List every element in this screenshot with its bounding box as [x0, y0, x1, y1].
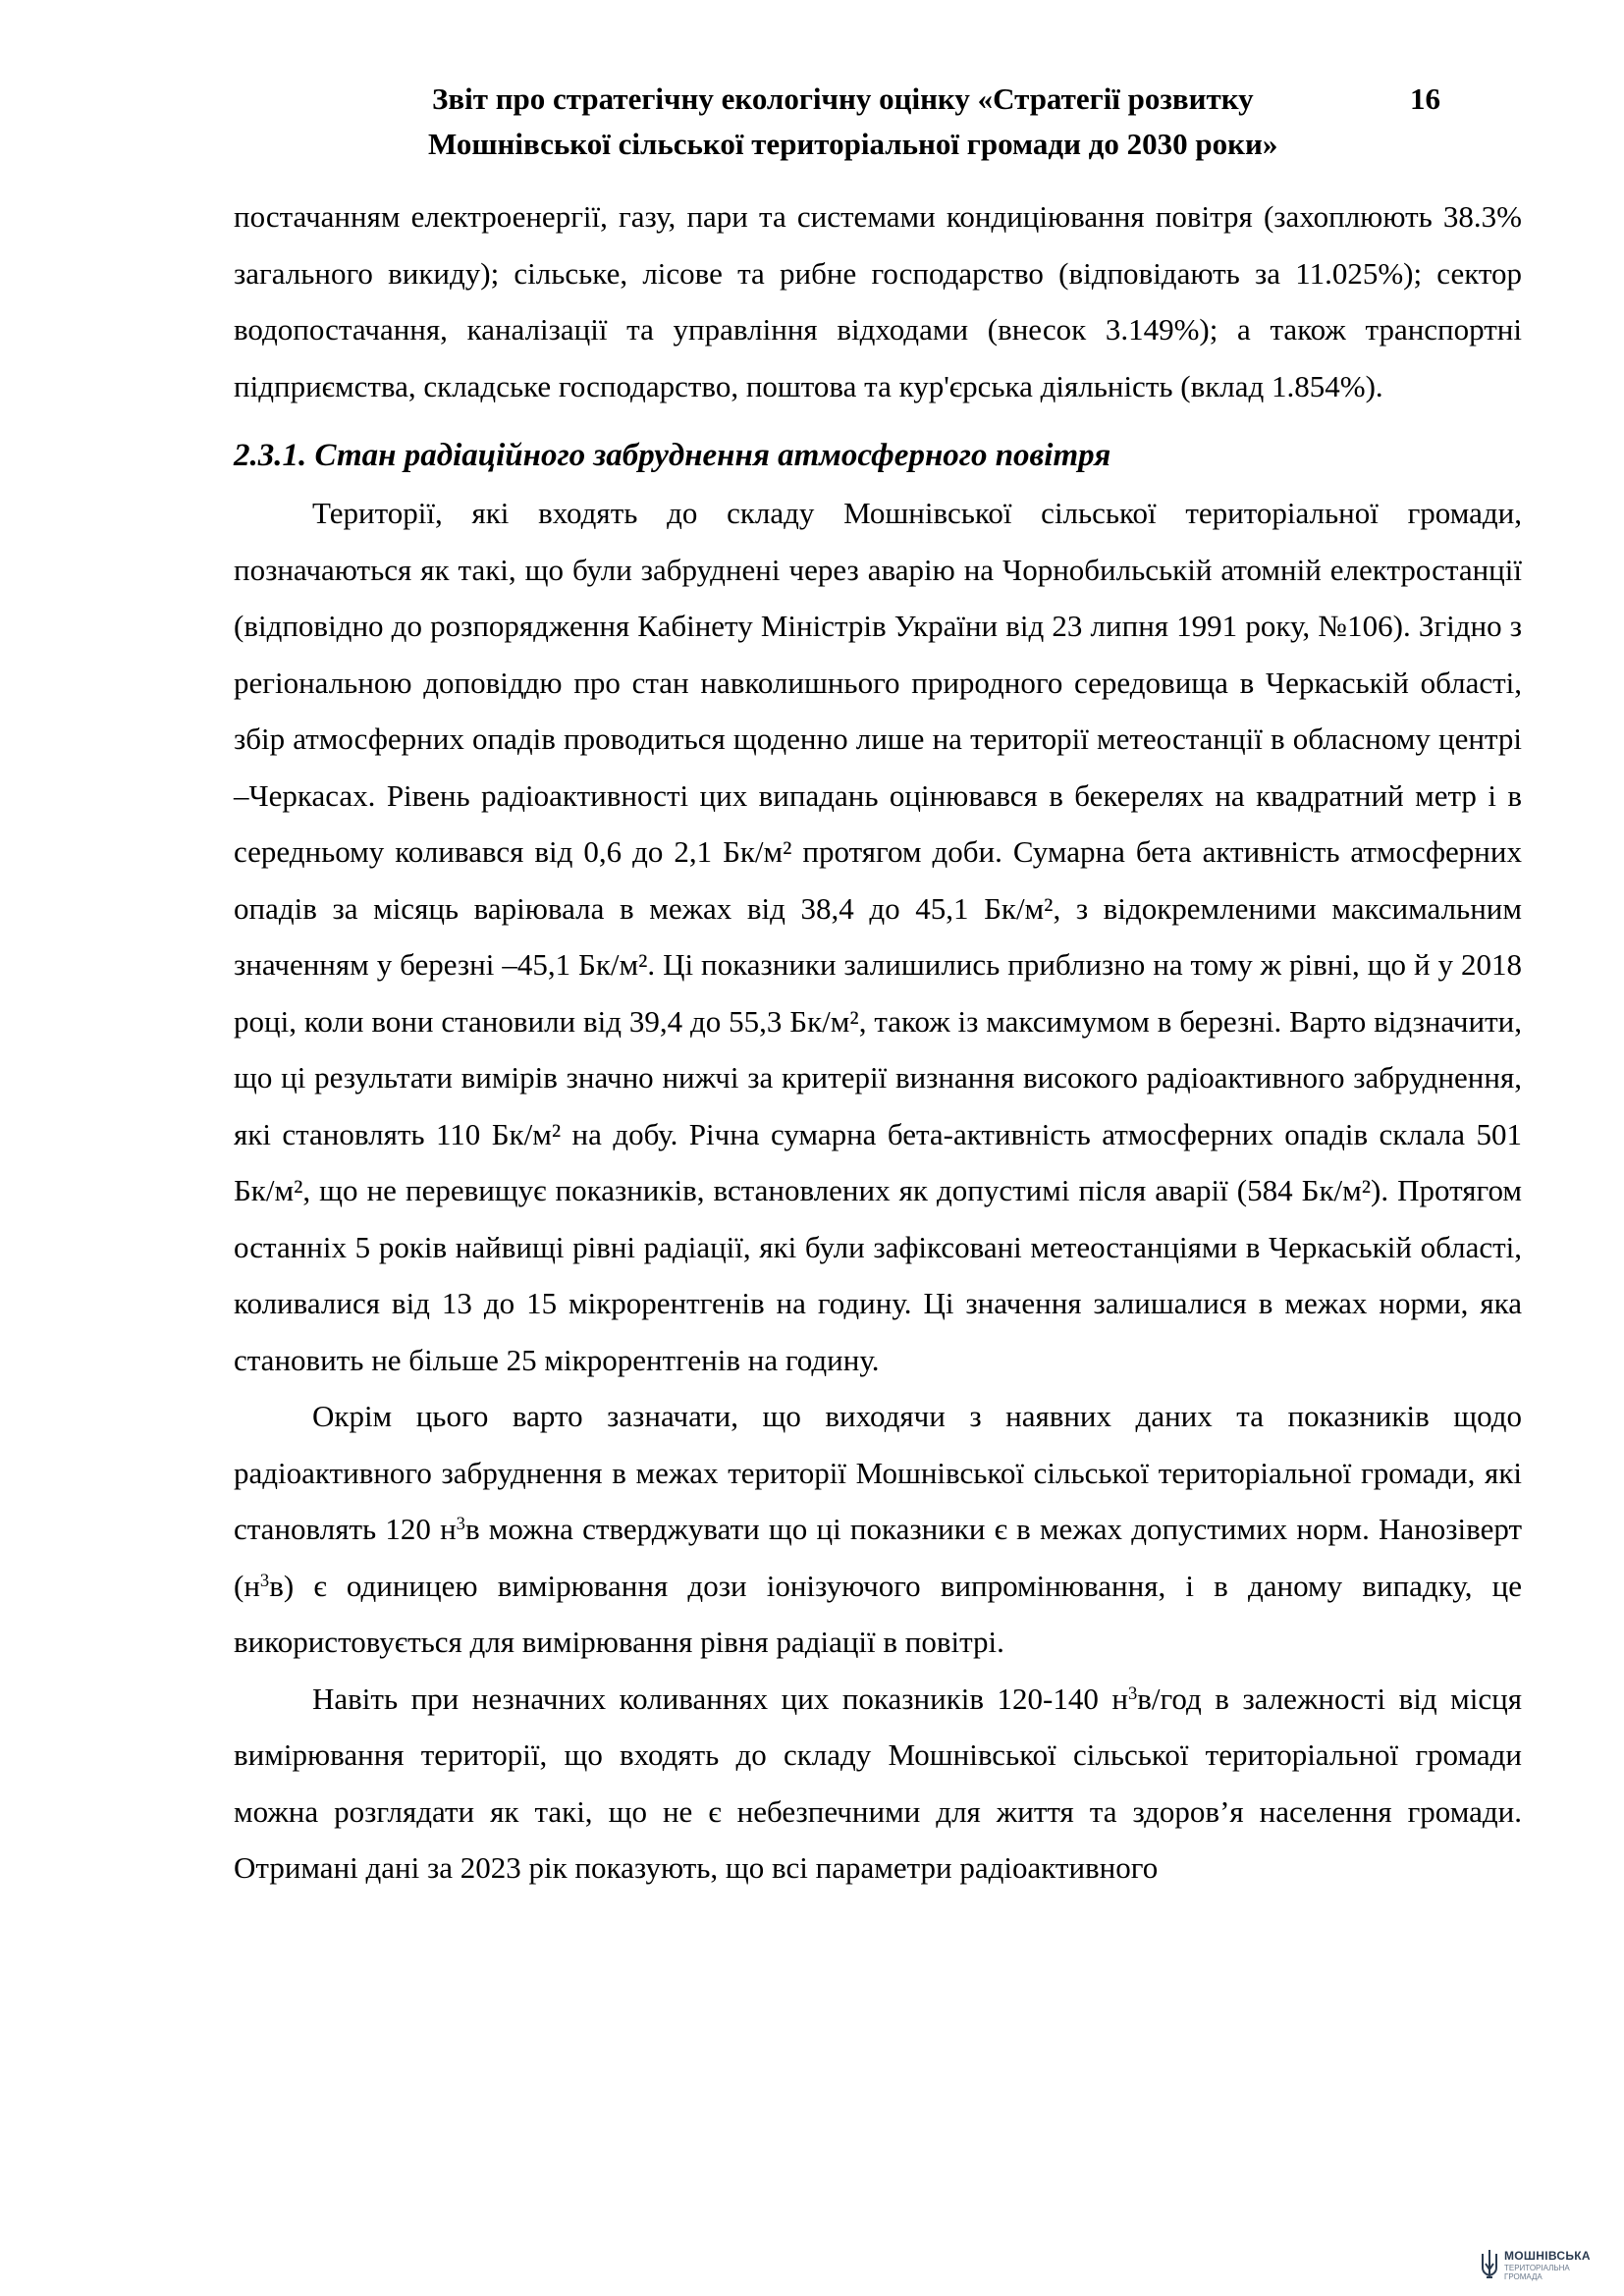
- paragraph-intro: постачанням електроенергії, газу, пари та системами кондиціювання повітря (захоплюють 38.3% загального викиду); сільське, лісове та рибне господарство (відповідають за 11.025%); сектор водопостачання, каналізації та управління відходами (внесок 3.149%); а також транспортні підприємства, складське господарство, поштова та кур'єрська діяльність (вклад 1.854%).: [234, 199, 1522, 403]
- logo-subtitle-line1: ТЕРИТОРІАЛЬНА: [1504, 2264, 1570, 2272]
- paragraph-nanosievert-part3: в) є одиницею вимірювання дози іонізуючого випромінювання, і в даному випадку, це використовується для вимірювання рівня радіації в повітрі.: [234, 1568, 1522, 1659]
- superscript-3: 3: [456, 1513, 465, 1534]
- paragraph-fluctuations: [234, 1671, 1522, 1896]
- section-heading: 2.3.1. Стан радіаційного забруднення атмосферного повітря: [234, 438, 1111, 473]
- community-logo: [1479, 2246, 1608, 2285]
- paragraph-nanosievert-part2: в можна стверджувати що ці показники є в межах допустимих норм. Нанозіверт (н: [234, 1512, 1522, 1603]
- page-number: 16: [1410, 81, 1440, 116]
- trident-emblem-icon: [1479, 2248, 1500, 2281]
- logo-title: МОШНІВСЬКА: [1504, 2249, 1591, 2263]
- paragraph-fluctuations-part2: в/год в залежності від місця вимірювання території, що входять до складу Мошнівської сільської територіальної громади можна розглядати як такі, що не є небезпечними для життя та здоров’я населення громади. Отримані дані за 2023 рік показують, що всі параметри радіоактивного: [234, 1681, 1522, 1885]
- header-title-line1: Звіт про стратегічну екологічну оцінку «Стратегії розвитку: [432, 81, 1254, 116]
- paragraph-fluctuations-part1: Навіть при незначних коливаннях цих показників 120-140 н: [312, 1681, 1128, 1716]
- paragraph-nanosievert-part1: Окрім цього варто зазначати, що виходячи з наявних даних та показників щодо радіоактивного забруднення в межах території Мошнівської сільської територіальної громади, які становлять 120 н: [234, 1399, 1522, 1546]
- logo-subtitle-line2: ГРОМАДА: [1504, 2272, 1543, 2281]
- document-body: [234, 188, 1522, 1896]
- paragraph-radiation-overview: Території, які входять до складу Мошнівської сільської територіальної громади, позначаються як такі, що були забруднені через аварію на Чорнобильській атомній електростанції (відповідно до розпорядження Кабінету Міністрів України від 23 липня 1991 року, №106). Згідно з регіональною доповіддю про стан навколишнього природного середовища в Черкаській області, збір атмосферних опадів проводиться щоденно лише на території метеостанції в обласному центрі ‒Черкасах. Рівень радіоактивності цих випадань оцінювався в бекерелях на квадратний метр і в середньому коливався від 0,6 до 2,1 Бк/м² протягом доби. Сумарна бета активність атмосферних опадів за місяць варіювала в межах від 38,4 до 45,1 Бк/м², з відокремленими максимальним значенням у березні ‒45,1 Бк/м². Ці показники залишились приблизно на тому ж рівні, що й у 2018 році, коли вони становили від 39,4 до 55,3 Бк/м², також із максимумом в березні. Варто відзначити, що ці результати вимірів значно нижчі за критерії визнання високого радіоактивного забруднення, які становлять 110 Бк/м² на добу. Річна сумарна бета-активність атмосферних опадів склала 501 Бк/м², що не перевищує показників, встановлених як допустимі після аварії (584 Бк/м²). Протягом останніх 5 років найвищі рівні радіації, які були зафіксовані метеостанціями в Черкаській області, коливалися від 13 до 15 мікрорентгенів на годину. Ці значення залишалися в межах норми, яка становить не більше 25 мікрорентгенів на годину.: [234, 496, 1522, 1377]
- logo-subtitle: [1504, 2264, 1570, 2281]
- paragraph-nanosievert: [234, 1388, 1522, 1671]
- header-title-line2: Мошнівської сільської територіальної громади до 2030 роки»: [428, 127, 1278, 161]
- superscript-3: 3: [1127, 1682, 1138, 1704]
- superscript-3: 3: [259, 1570, 270, 1591]
